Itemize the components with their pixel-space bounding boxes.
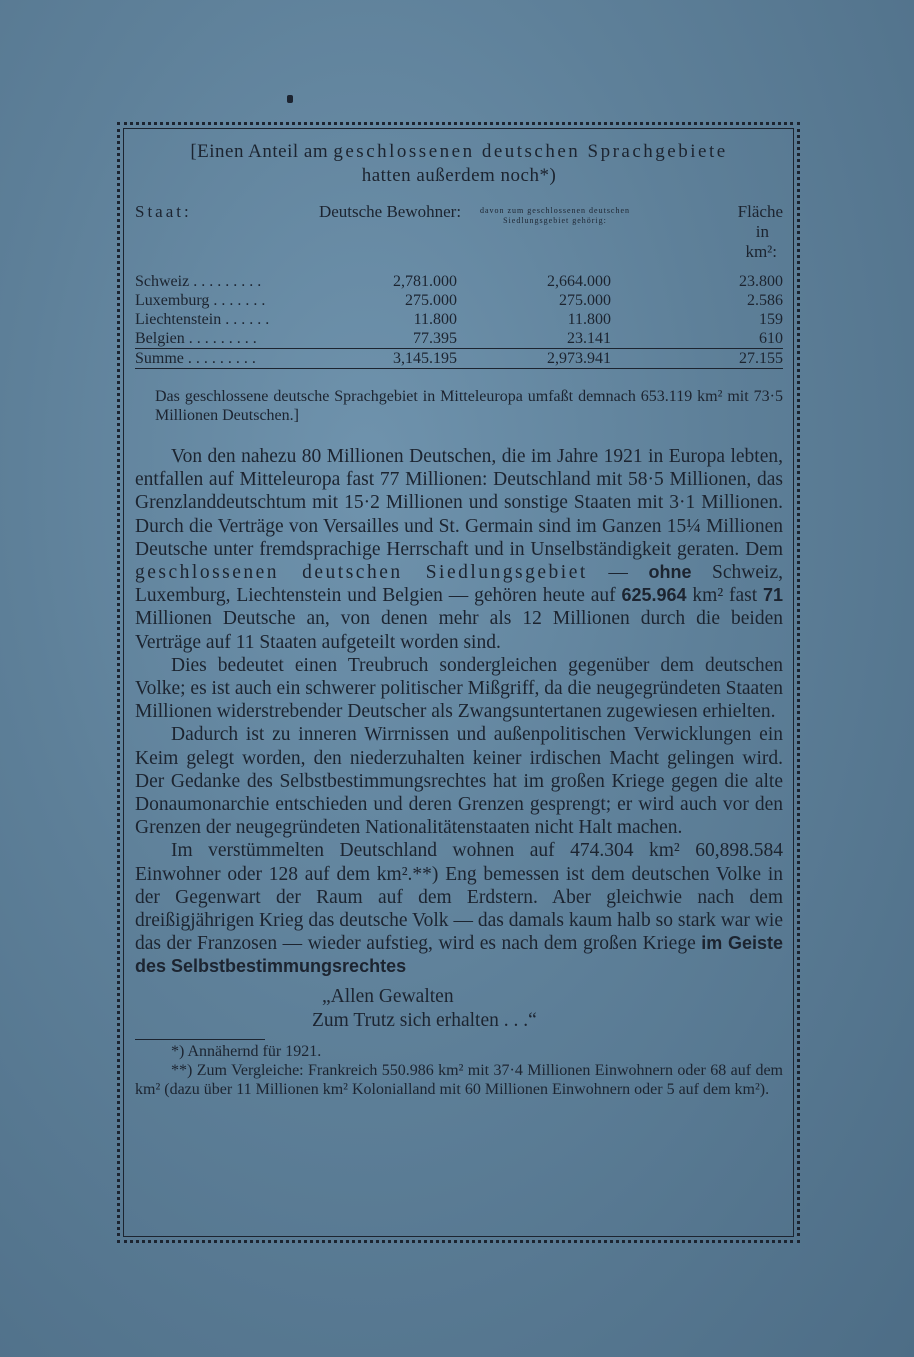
- cell-bewohner: 11.800: [413, 311, 457, 328]
- col-header-flaeche: [635, 202, 783, 262]
- table-row: [135, 329, 783, 349]
- col-header-bewohner: Deutsche Bewohner:: [318, 202, 462, 221]
- flaeche-line-1: Fläche: [737, 202, 783, 221]
- page-content: [135, 140, 783, 1099]
- quote-line-1: „Allen Gewalten: [322, 985, 454, 1007]
- cell-bewohner: 3,145.195: [305, 349, 475, 369]
- cell-davon: 11.800: [567, 311, 611, 328]
- cell-flaeche: 159: [759, 311, 783, 328]
- heading-line-1-a: [Einen Anteil am: [190, 141, 334, 162]
- p1-bold-area: 625.964: [621, 585, 687, 606]
- body-text: [135, 445, 783, 979]
- heading-line-2: hatten außerdem noch*): [361, 165, 557, 186]
- paragraph-1: [135, 445, 783, 654]
- paragraph-2: Dies bedeutet einen Treubruch sondergleichen gegenüber dem deutschen Volke; es ist auch ein schwerer politischer Mißgriff, da die neugegründeten Staaten Millionen widerstrebender Deutscher als Zwangsuntertanen zugewiesen erhielten.: [135, 654, 784, 723]
- cell-staat: Belgien . . . . . . . . .: [135, 330, 257, 347]
- paragraph-4: [135, 839, 783, 978]
- table-note: Das geschlossene deutsche Sprachgebiet in Mitteleuropa umfaßt demnach 653.119 km² mit 73·5 Millionen Deutschen.]: [155, 388, 783, 424]
- p1-text-e: Millionen Deutsche an, von denen mehr als 12 Millionen durch die beiden Verträge auf 11 Staaten aufgeteilt worden sind.: [135, 608, 783, 653]
- p4-text-a: Im verstümmelten Deutschland wohnen auf 474.304 km² 60,898.584 Einwohner oder 128 auf dem km².**) Eng bemessen ist dem deutschen Volke in der Gegenwart der Raum auf dem Erdstern. Aber gleichwie nach dem dreißigjährigen Krieg das deutsche Volk — das damals kaum halb so stark war wie das der Franzosen — wieder aufstieg, wird es nach dem großen Kriege: [135, 840, 783, 955]
- cell-davon: 23.141: [567, 330, 611, 347]
- cell-flaeche: 2.586: [747, 292, 783, 309]
- cell-flaeche: 610: [759, 330, 783, 347]
- footnotes: [135, 1042, 783, 1099]
- footnote-rule: [135, 1039, 265, 1040]
- p1-text-b: —: [587, 562, 649, 584]
- table-row: [135, 291, 783, 310]
- p1-text-c: Schweiz, Luxemburg, Liechtenstein und Belgien — gehören heute auf: [135, 562, 783, 607]
- cell-davon: 2,664.000: [547, 273, 611, 290]
- p4-bold-text: im Geiste des Selbstbestimmungsrechtes: [135, 933, 784, 977]
- ink-speck: [287, 95, 293, 103]
- cell-staat: Summe . . . . . . . . .: [135, 349, 305, 369]
- cell-bewohner: 2,781.000: [393, 273, 457, 290]
- cell-bewohner: 77.395: [413, 330, 457, 347]
- footnote-1: *) Annähernd für 1921.: [171, 1042, 322, 1060]
- table-heading: [135, 140, 783, 188]
- cell-flaeche: 23.800: [739, 273, 783, 290]
- cell-davon: 2,973.941: [475, 349, 635, 369]
- cell-bewohner: 275.000: [405, 292, 457, 309]
- heading-line-1-b: geschlossenen deutschen Sprachgebiete: [333, 141, 728, 162]
- p1-spaced-text: geschlossenen deutschen Siedlungsgebiet: [135, 562, 588, 584]
- population-table: [135, 202, 783, 369]
- footnote-2: **) Zum Vergleiche: Frankreich 550.986 km² mit 37·4 Millionen Einwohnern oder 68 auf dem km² (dazu über 11 Millionen km² Kolonialland mit 60 Millionen Einwohnern oder 5 auf dem km²).: [135, 1061, 783, 1098]
- p1-bold-millions: 71: [762, 585, 784, 606]
- table-row: [135, 262, 783, 291]
- table-row: [135, 310, 783, 329]
- cell-flaeche: 27.155: [635, 349, 783, 369]
- flaeche-line-3: km²:: [745, 242, 777, 261]
- cell-staat: Luxemburg . . . . . . .: [135, 292, 266, 309]
- table-header-row: [135, 202, 783, 262]
- cell-davon: 275.000: [559, 292, 611, 309]
- table-sum-row: [135, 349, 783, 369]
- p1-bold-ohne: ohne: [648, 562, 692, 583]
- heading-line-1: [135, 140, 783, 164]
- closing-quote: [135, 985, 783, 1033]
- cell-staat: Schweiz . . . . . . . . .: [135, 273, 262, 290]
- quote-line-2: Zum Trutz sich erhalten . . .“: [312, 1009, 537, 1031]
- p1-text-d: km² fast: [686, 585, 763, 607]
- col-header-staat: Staat:: [135, 202, 192, 221]
- p1-text-a: Von den nahezu 80 Millionen Deutschen, die im Jahre 1921 in Europa lebten, entfallen auf Mitteleuropa fast 77 Millionen: Deutschland mit 58·5 Millionen, das Grenzlanddeutschtum mit 15·2 Millionen und sonstige Staaten mit 3·1 Millionen. Durch die Verträge von Versailles und St. Germain sind im Ganzen 15¼ Millionen Deutsche unter fremdsprachige Herrschaft und in Unselbständigkeit geraten. Dem: [135, 446, 783, 560]
- cell-staat: Liechtenstein . . . . . .: [135, 311, 270, 328]
- flaeche-line-2: in: [755, 222, 769, 241]
- col-header-davon: davon zum geschlossenen deutschen Siedlungsgebiet gehörig:: [479, 206, 631, 225]
- paragraph-3: Dadurch ist zu inneren Wirrnissen und außenpolitischen Verwicklungen ein Keim gelegt worden, den niederzuhalten keiner irdischen Macht gelingen wird. Der Gedanke des Selbstbestimmungsrechtes hat im großen Kriege gegen die alte Donaumonarchie entschieden und deren Grenzen gesprengt; er wird auch vor den Grenzen der neugegründeten Nationalitätenstaaten nicht Halt machen.: [135, 724, 783, 839]
